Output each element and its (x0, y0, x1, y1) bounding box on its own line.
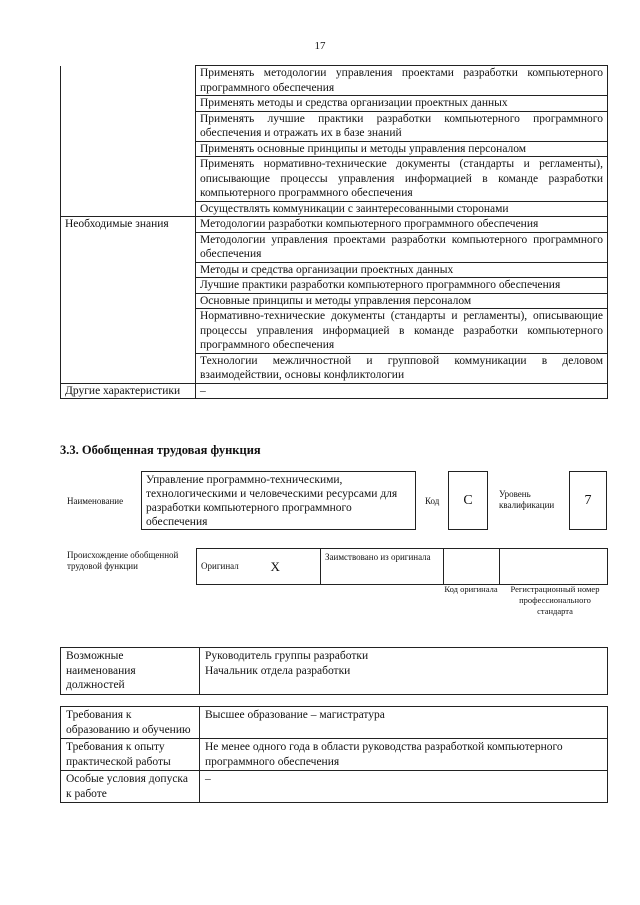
skill-item: Применять основные принципы и методы управления персоналом (196, 141, 608, 157)
experience-requirements-label: Требования к опыту практической работы (61, 739, 200, 771)
knowledge-label: Необходимые знания (61, 217, 196, 384)
origin-table (196, 548, 608, 585)
knowledge-item: Методологии разработки компьютерного программного обеспечения (196, 217, 608, 233)
original-code-caption: Код оригинала (444, 584, 498, 594)
name-label: Наименование (67, 496, 124, 506)
original-code-cell (444, 549, 500, 585)
knowledge-item: Основные принципы и методы управления персоналом (196, 293, 608, 309)
code-value-box: C (448, 471, 488, 530)
other-characteristics-value: – (196, 383, 608, 399)
requirements-table (60, 706, 608, 803)
table-row (61, 707, 608, 739)
skill-item: Применять методологии управления проектами разработки компьютерного программного обеспечения (196, 66, 608, 96)
position-item: Руководитель группы разработки (205, 650, 369, 662)
registration-number-cell (500, 549, 608, 585)
other-characteristics-label: Другие характеристики (61, 383, 196, 399)
knowledge-item: Методы и средства организации проектных данных (196, 262, 608, 278)
table-row (61, 739, 608, 771)
special-conditions-value: – (200, 771, 608, 803)
table-row (61, 771, 608, 803)
skills-knowledge-table (60, 65, 608, 399)
special-conditions-label: Особые условия допуска к работе (61, 771, 200, 803)
knowledge-item: Лучшие практики разработки компьютерного программного обеспечения (196, 278, 608, 294)
original-mark: X (267, 549, 321, 585)
positions-value (200, 648, 608, 695)
qualification-level-label: Уровень квалификации (499, 489, 555, 510)
page-number: 17 (314, 40, 326, 52)
section-title: 3.3. Обобщенная трудовая функция (60, 443, 261, 457)
table-row (61, 217, 608, 233)
code-label: Код (425, 496, 440, 506)
function-name-box: Управление программно-техническими, технологическими и человеческими ресурсами для разработки компьютерного программного обеспечения (141, 471, 416, 530)
positions-label: Возможные наименования должностей (61, 648, 200, 695)
borrowed-label: Заимствовано из оригинала (321, 549, 444, 585)
skill-item: Применять лучшие практики разработки компьютерного программного обеспечения и отражать их в базе знаний (196, 111, 608, 141)
table-row (61, 66, 608, 96)
experience-requirements-value: Не менее одного года в области руководства разработкой компьютерного программного обеспечения (200, 739, 608, 771)
skills-label-cell (61, 66, 196, 217)
qualification-level-box: 7 (569, 471, 607, 530)
education-requirements-value: Высшее образование – магистратура (200, 707, 608, 739)
knowledge-item: Методологии управления проектами разработки компьютерного программного обеспечения (196, 232, 608, 262)
skill-item: Применять нормативно-технические документы (стандарты и регламенты), описывающие процессы управления информацией в команде разработки компьютерного программного обеспечения (196, 157, 608, 202)
registration-number-caption: Регистрационный номер профессионального стандарта (510, 584, 600, 616)
positions-table (60, 647, 608, 695)
table-row (197, 549, 608, 585)
position-item: Начальник отдела разработки (205, 664, 351, 677)
table-row (61, 648, 608, 695)
original-label: Оригинал (197, 549, 267, 585)
knowledge-item: Технологии межличностной и групповой коммуникации в деловом взаимодействии, основы конфликтологии (196, 353, 608, 383)
education-requirements-label: Требования к образованию и обучению (61, 707, 200, 739)
table-row (61, 383, 608, 399)
skill-item: Применять методы и средства организации проектных данных (196, 96, 608, 112)
skill-item: Осуществлять коммуникации с заинтересованными сторонами (196, 201, 608, 217)
origin-label: Происхождение обобщенной трудовой функции (67, 550, 179, 571)
knowledge-item: Нормативно-технические документы (стандарты и регламенты), описывающие процессы управления информацией в команде разработки компьютерного программного обеспечения (196, 309, 608, 354)
